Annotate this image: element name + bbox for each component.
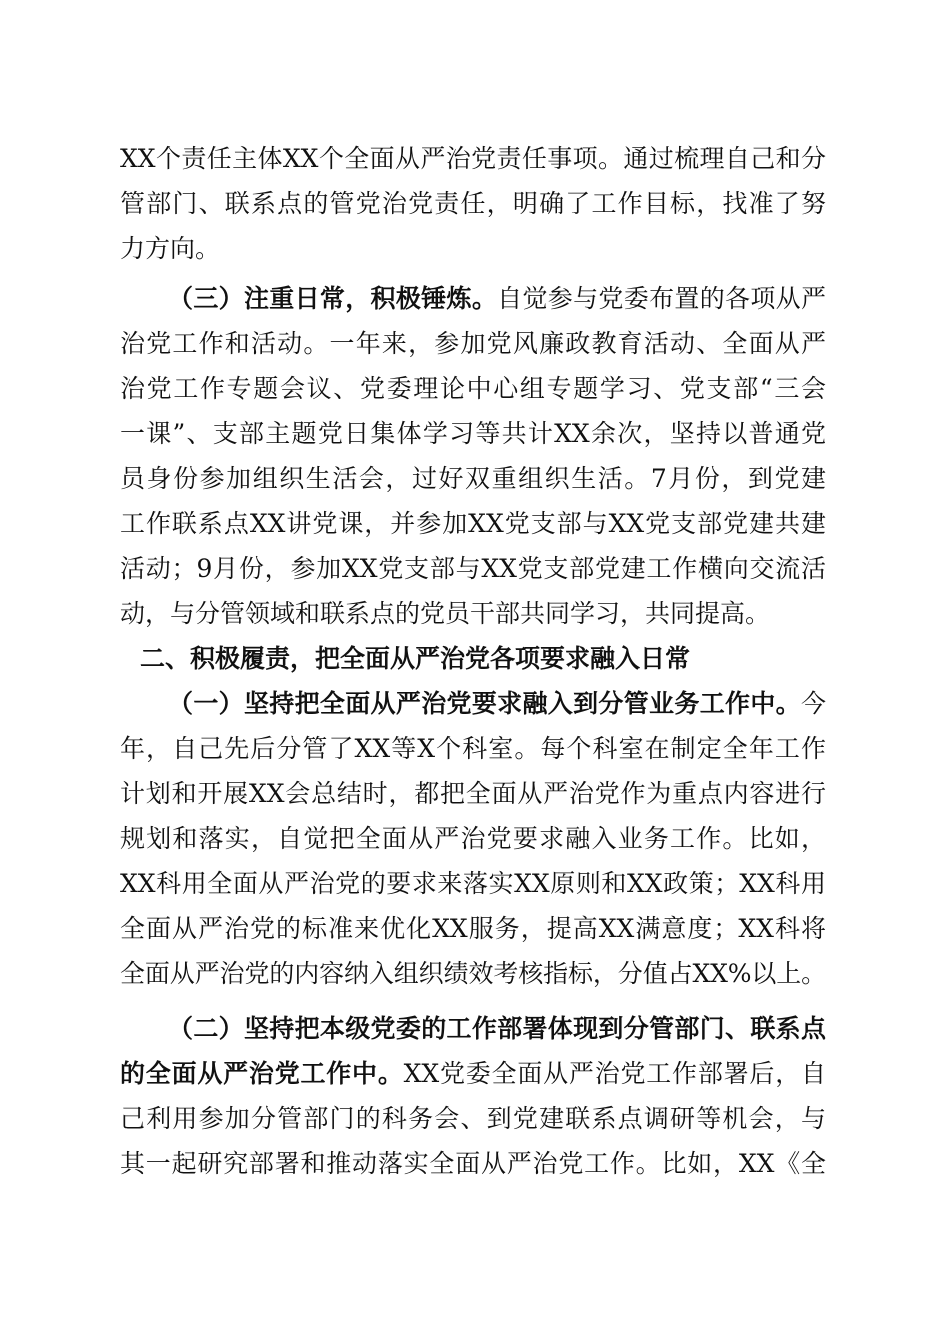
line-text: 力方向。 (120, 234, 221, 263)
line-text: 自觉参与党委布置的各项从严 (497, 284, 826, 313)
line-text: 全面从严治党的标准来优化XX服务，提高XX满意度；XX科将 (120, 914, 826, 943)
text-line (168, 690, 826, 718)
bold-lead: 二、积极履责，把全面从严治党各项要求融入日常 (140, 644, 691, 673)
text-line (120, 1105, 826, 1133)
text-line (120, 915, 826, 943)
text-line (120, 555, 826, 583)
text-line (120, 825, 826, 853)
line-text: 活动；9月份，参加XX党支部与XX党支部党建工作横向交流活 (120, 554, 826, 583)
line-text: XX个责任主体XX个全面从严治党责任事项。通过梳理自己和分 (120, 144, 826, 173)
line-text: 治党工作和活动。一年来，参加党风廉政教育活动、全面从严 (120, 329, 826, 358)
bold-lead: （三）注重日常，积极锤炼。 (168, 284, 498, 313)
text-line (120, 190, 826, 218)
text-line (120, 330, 826, 358)
text-line (120, 1060, 826, 1088)
text-line (120, 420, 826, 448)
text-line (120, 780, 826, 808)
bold-lead: （一）坚持把全面从严治党要求融入到分管业务工作中。 (168, 689, 801, 718)
text-line (120, 735, 826, 763)
line-text: 管部门、联系点的管党治党责任，明确了工作目标，找准了努 (120, 189, 826, 218)
line-text: 工作联系点XX讲党课，并参加XX党支部与XX党支部党建共建 (120, 509, 826, 538)
line-text: 一课”、支部主题党日集体学习等共计XX余次，坚持以普通党 (120, 419, 826, 448)
line-text: XX党委全面从严治党工作部署后，自 (403, 1059, 826, 1088)
line-text: 治党工作专题会议、党委理论中心组专题学习、党支部“三会 (120, 374, 826, 403)
text-line (168, 1015, 826, 1043)
line-text: 其一起研究部署和推动落实全面从严治党工作。比如，XX《全 (120, 1149, 826, 1178)
bold-lead: （二）坚持把本级党委的工作部署体现到分管部门、联系点 (168, 1014, 826, 1043)
line-text: 年，自己先后分管了XX等X个科室。每个科室在制定全年工作 (120, 734, 826, 763)
line-text: 全面从严治党的内容纳入组织绩效考核指标，分值占XX%以上。 (120, 959, 826, 988)
line-text: XX科用全面从严治党的要求来落实XX原则和XX政策；XX科用 (120, 869, 826, 898)
line-text: 今 (800, 689, 826, 718)
line-text: 员身份参加组织生活会，过好双重组织生活。7月份，到党建 (120, 464, 826, 493)
text-line (120, 235, 826, 263)
text-line (120, 510, 826, 538)
line-text: 计划和开展XX会总结时，都把全面从严治党作为重点内容进行 (120, 779, 826, 808)
text-line (120, 145, 826, 173)
line-text: 动，与分管领域和联系点的党员干部共同学习，共同提高。 (120, 599, 771, 628)
bold-lead: 的全面从严治党工作中。 (120, 1059, 404, 1088)
text-line (120, 870, 826, 898)
text-line (168, 285, 826, 313)
line-text: 规划和落实，自觉把全面从严治党要求融入业务工作。比如， (120, 824, 826, 853)
line-text: 己利用参加分管部门的科务会、到党建联系点调研等机会，与 (120, 1104, 826, 1133)
text-line (120, 1150, 826, 1178)
section-heading (140, 645, 826, 673)
text-line (120, 600, 826, 628)
text-line (120, 465, 826, 493)
text-line (120, 960, 826, 988)
text-line (120, 375, 826, 403)
